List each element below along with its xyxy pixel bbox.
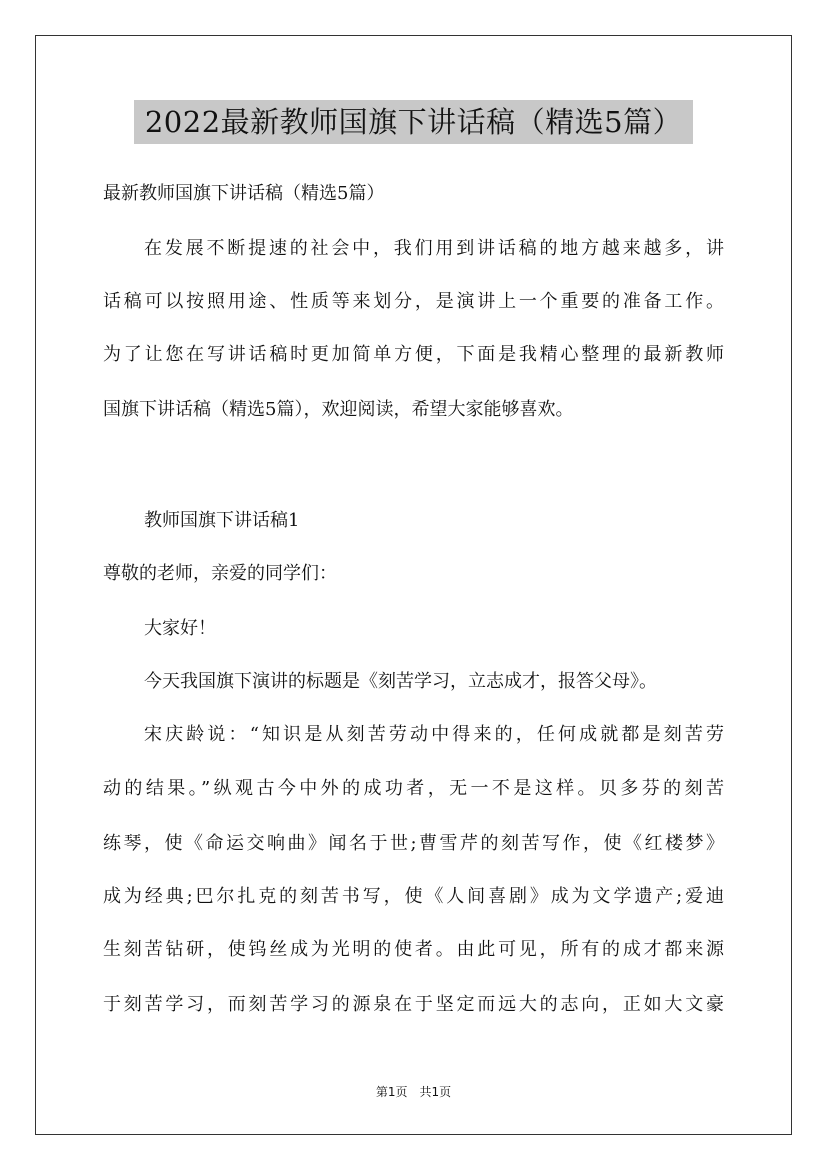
document-subtitle: 最新教师国旗下讲话稿（精选5篇） bbox=[103, 183, 385, 204]
body-line: 宋庆龄说：“知识是从刻苦劳动中得来的，任何成就都是刻苦劳 bbox=[144, 724, 724, 745]
body-line: 于刻苦学习，而刻苦学习的源泉在于坚定而远大的志向，正如大文豪 bbox=[103, 994, 724, 1015]
topic-line: 今天我国旗下演讲的标题是《刻苦学习，立志成才，报答父母》。 bbox=[144, 671, 657, 692]
document-title: 2022最新教师国旗下讲话稿（精选5篇） bbox=[134, 100, 693, 144]
intro-line: 在发展不断提速的社会中，我们用到讲话稿的地方越来越多，讲 bbox=[144, 238, 724, 259]
section-heading: 教师国旗下讲话稿1 bbox=[144, 510, 300, 531]
body-line: 成为经典;巴尔扎克的刻苦书写，使《人间喜剧》成为文学遗产;爱迪 bbox=[103, 886, 724, 907]
body-line: 生刻苦钻研，使钨丝成为光明的使者。由此可见，所有的成才都来源 bbox=[103, 939, 724, 960]
intro-line: 为了让您在写讲话稿时更加简单方便，下面是我精心整理的最新教师 bbox=[103, 344, 724, 365]
intro-line: 话稿可以按照用途、性质等来划分，是演讲上一个重要的准备工作。 bbox=[103, 291, 724, 312]
greeting: 大家好！ bbox=[144, 618, 216, 639]
intro-line: 国旗下讲话稿（精选5篇），欢迎阅读，希望大家能够喜欢。 bbox=[103, 399, 574, 420]
page-footer: 第1页 共1页 bbox=[375, 1085, 452, 1099]
body-line: 练琴，使《命运交响曲》闻名于世;曹雪芹的刻苦写作，使《红楼梦》 bbox=[103, 833, 724, 854]
body-line: 动的结果。”纵观古今中外的成功者，无一不是这样。贝多芬的刻苦 bbox=[103, 778, 724, 799]
salutation: 尊敬的老师，亲爱的同学们： bbox=[103, 563, 337, 584]
